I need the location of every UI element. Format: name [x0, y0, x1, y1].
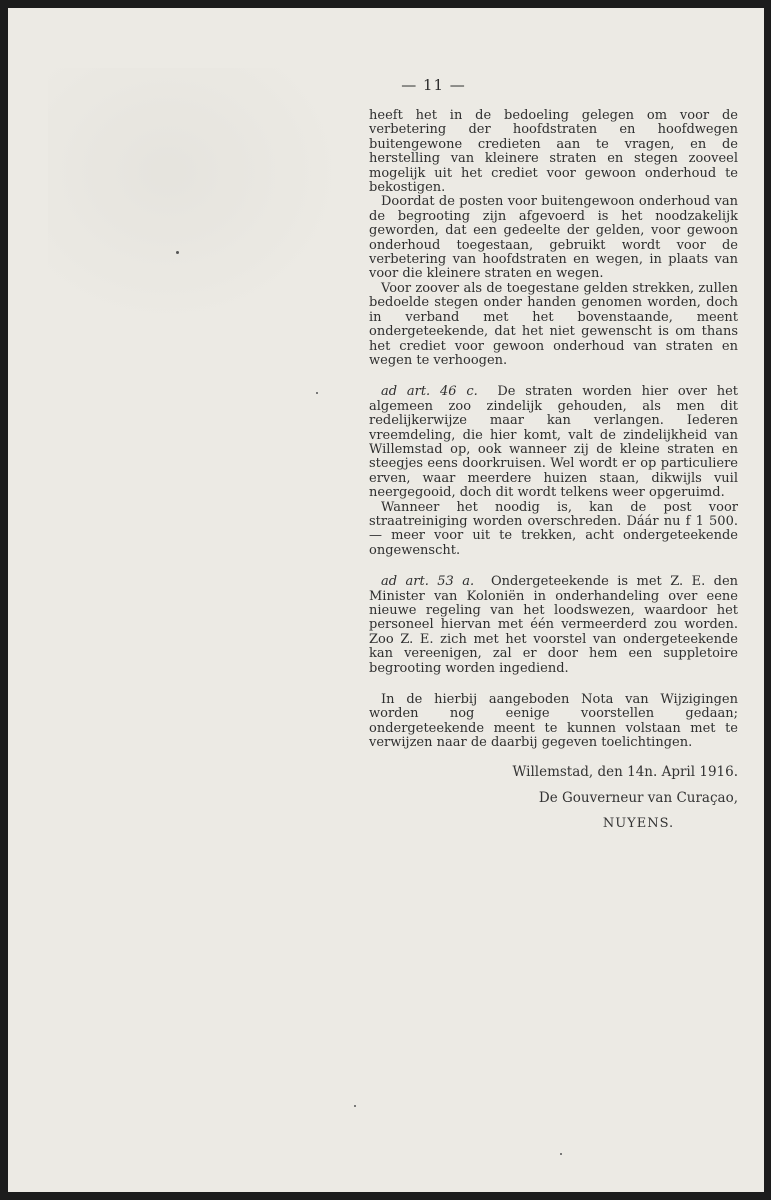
- bleed-through-shadow: [48, 68, 348, 328]
- page-number: — 11 —: [401, 76, 466, 94]
- article-reference-53a: ad art. 53 a.: [381, 574, 475, 590]
- body-text: [369, 109, 738, 832]
- paragraph-6: [369, 575, 738, 676]
- paper-speck: [176, 251, 179, 254]
- document-page: [8, 8, 764, 1192]
- paper-speck: [316, 392, 318, 394]
- signatory-title: De Gouverneur van Curaçao,: [538, 790, 738, 807]
- paragraph-6-text: Ondergeteekende is met Z. E. den Minister van Koloniën in onderhandeling over eene nieuwe regeling van het loodswezen, waardoor het personeel hiervan met één vermeerderd zou worden. Zoo Z. E. zich met het voorstel van ondergeteekende kan vereenigen, zal er door hem een suppletoire begrooting worden ingediend.: [369, 574, 739, 676]
- paragraph-7: In de hierbij aangeboden Nota van Wijzigingen worden nog eenige voorstellen gedaan; ondergeteekende meent te kunnen volstaan met te verwijzen naar de daarbij gegeven toelichtingen.: [369, 692, 738, 751]
- place-and-date: Willemstad, den 14n. April 1916.: [512, 763, 738, 780]
- paper-speck: [354, 1105, 356, 1107]
- signature-name: NUYENS.: [602, 816, 675, 832]
- paragraph-5: Wanneer het noodig is, kan de post voor straatreiniging worden overschreden. Dáár nu f 1 500.— meer voor uit te trekken, acht ondergeteekende ongewenscht.: [369, 499, 738, 558]
- article-reference-46c: ad art. 46 c.: [381, 384, 478, 400]
- paragraph-4-text: De straten worden hier over het algemeen zoo zindelijk gehouden, als men dit redelijkerwijze maar kan verlangen. Iederen vreemdeling, die hier komt, valt de zindelijkheid van Willemstad op, ook wanneer zij de kleine straten en steegjes eens doorkruisen. Wel wordt er op particuliere erven, waar meerdere huizen staan, dikwijls vuil neergegooid, doch dit wordt telkens weer opgeruimd.: [369, 384, 739, 501]
- paragraph-2: Doordat de posten voor buitengewoon onderhoud van de begrooting zijn afgevoerd is het noodzakelijk geworden, dat een gedeelte der gelden, voor gewoon onderhoud toegestaan, gebruikt wordt voor de verbetering van hoofdstraten en wegen, in plaats van voor die kleinere straten en wegen.: [369, 194, 738, 282]
- paper-speck: [560, 1153, 562, 1155]
- paragraph-3: Voor zoover als de toegestane gelden strekken, zullen bedoelde stegen onder handen genomen worden, doch in verband met het bovenstaande, meent ondergeteekende, dat het niet gewenscht is om thans het crediet voor gewoon onderhoud van straten en wegen te verhoogen.: [369, 280, 738, 368]
- paragraph-4: [369, 385, 738, 500]
- paragraph-1: heeft het in de bedoeling gelegen om voor de verbetering der hoofdstraten en hoofdwegen buitengewone credieten aan te vragen, en de herstelling van kleinere straten en stegen zooveel mogelijk uit het crediet voor gewoon onderhoud te bekostigen.: [369, 108, 738, 196]
